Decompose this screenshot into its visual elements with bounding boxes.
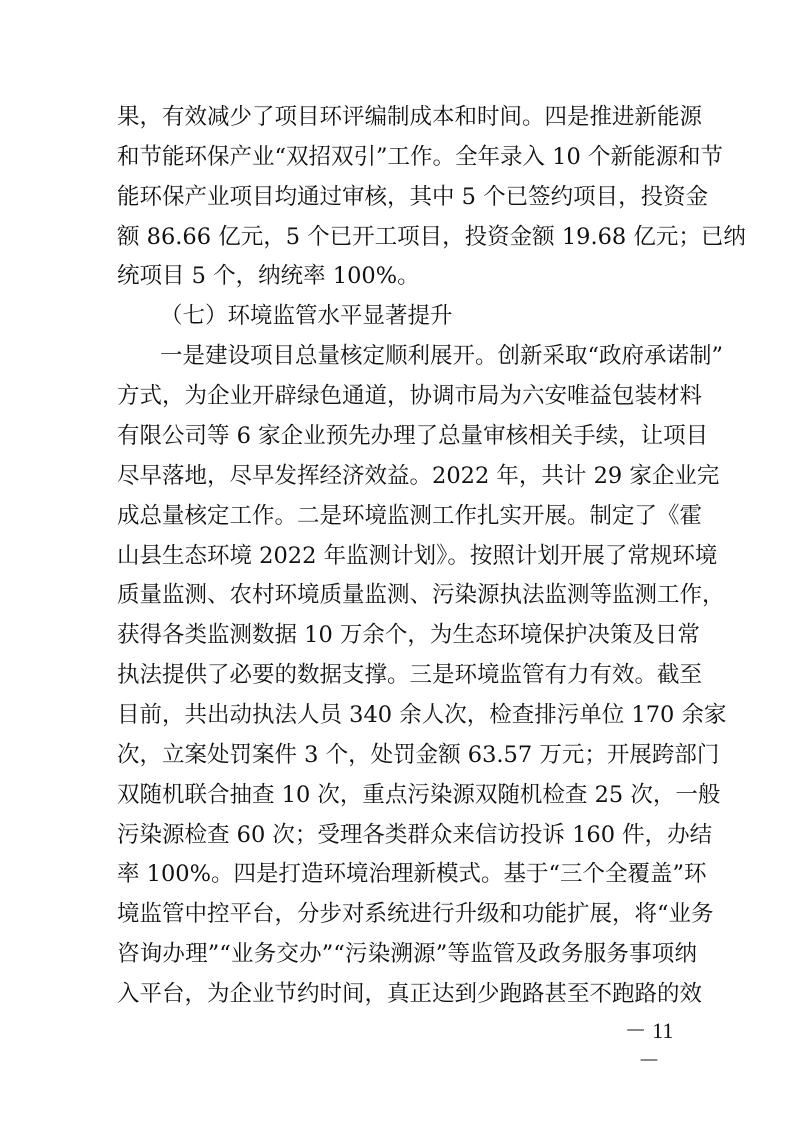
text-line: 一是建设项目总量核定顺利展开。创新采取“政府承诺制” [160, 343, 724, 370]
text-line: 统项目 5 个，纳统率 100%。 [117, 263, 420, 290]
text-line: 山县生态环境 2022 年监测计划》。按照计划开展了常规环境 [117, 542, 718, 569]
text-line: 额 86.66 亿元，5 个已开工项目，投资金额 19.68 亿元；已纳 [117, 223, 746, 250]
text-line: 污染源检查 60 次；受理各类群众来信访投诉 160 件，办结 [117, 821, 713, 848]
text-line: 获得各类监测数据 10 万余个，为生态环境保护决策及日常 [117, 622, 700, 649]
text-line: 果，有效减少了项目环评编制成本和时间。四是推进新能源 [117, 104, 703, 130]
text-line: 次，立案处罚案件 3 个，处罚金额 63.57 万元；开展跨部门 [117, 741, 720, 768]
text-line: 咨询办理”“业务交办”“污染溯源”等监管及政务服务事项纳 [117, 941, 697, 968]
text-line: 率 100%。四是打造环境治理新模式。基于“三个全覆盖”环 [117, 861, 707, 888]
text-line: 双随机联合抽查 10 次，重点污染源双随机检查 25 次，一般 [117, 781, 721, 808]
text-line: 质量监测、农村环境质量监测、污染源执法监测等监测工作， [117, 582, 725, 609]
text-line: 尽早落地，尽早发挥经济效益。2022 年，共计 29 家企业完 [117, 462, 720, 489]
text-line: 成总量核定工作。二是环境监测工作扎实开展。制定了《霍 [117, 502, 703, 529]
text-line: 有限公司等 6 家企业预先办理了总量审核相关手续，让项目 [117, 422, 709, 449]
text-line: 能环保产业项目均通过审核，其中 5 个已签约项目，投资金 [117, 183, 709, 210]
text-line: 目前，共出动执法人员 340 余人次，检查排污单位 170 余家 [117, 701, 727, 728]
text-line: 执法提供了必要的数据支撑。三是环境监管有力有效。截至 [117, 662, 703, 689]
text-line: 方式，为企业开辟绿色通道，协调市局为六安唯益包装材料 [117, 383, 703, 410]
page-number: － 11 － [624, 1018, 674, 1073]
section-heading: （七）环境监管水平显著提升 [160, 303, 453, 330]
text-line: 境监管中控平台，分步对系统进行升级和功能扩展，将“业务 [117, 901, 714, 928]
text-line: 入平台，为企业节约时间，真正达到少跑路甚至不跑路的效 [117, 981, 703, 1007]
text-line: 和节能环保产业“双招双引”工作。全年录入 10 个新能源和节 [117, 143, 723, 170]
